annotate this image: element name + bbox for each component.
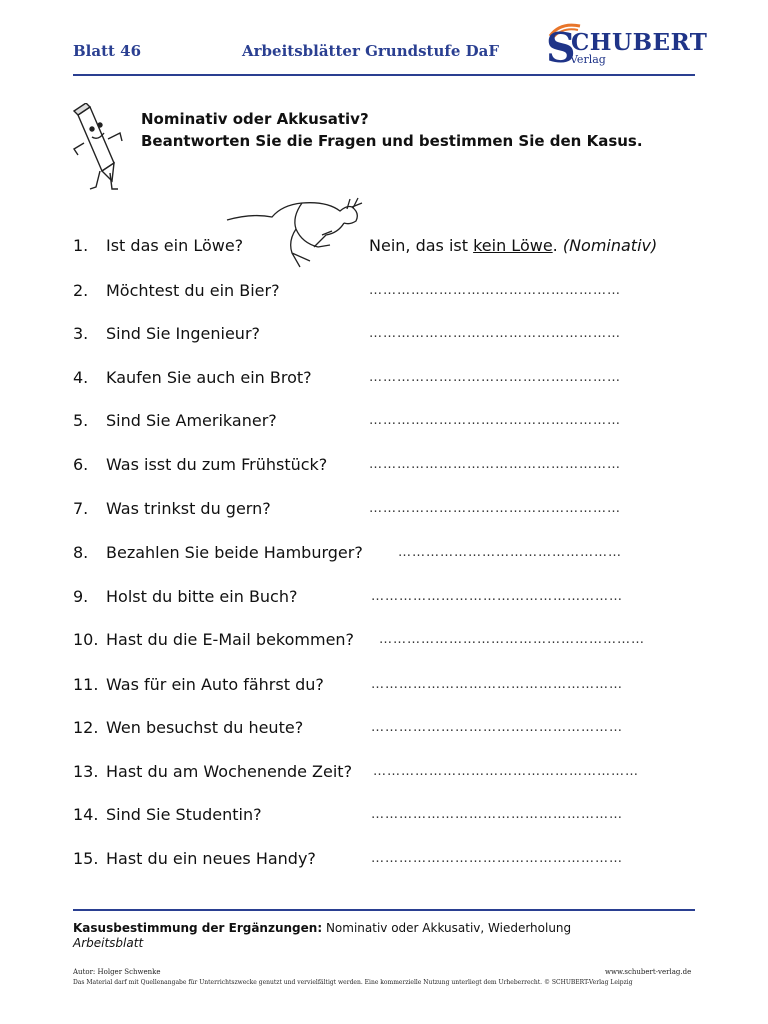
question-text: Möchtest du ein Bier? bbox=[106, 281, 280, 300]
publisher-logo bbox=[546, 24, 708, 72]
question-text: Kaufen Sie auch ein Brot? bbox=[106, 368, 312, 387]
question-text: Ist das ein Löwe? bbox=[106, 236, 244, 255]
kangaroo-icon bbox=[222, 195, 382, 270]
question-number: 5. bbox=[73, 411, 89, 430]
footer-topic-text: Nominativ oder Akkusativ, Wiederholung bbox=[322, 921, 572, 935]
footer-type: Arbeitsblatt bbox=[73, 936, 144, 950]
answer-blank[interactable]: ………………………………………………… bbox=[379, 632, 645, 647]
question-number: 8. bbox=[73, 543, 89, 562]
answer-blank[interactable]: ………………………………………… bbox=[398, 545, 622, 560]
answer-blank[interactable]: ……………………………………………… bbox=[371, 720, 623, 735]
example-answer-separator: . bbox=[552, 236, 563, 255]
answer-blank[interactable]: ……………………………………………… bbox=[371, 677, 623, 692]
question-text: Sind Sie Studentin? bbox=[106, 805, 262, 824]
answer-blank[interactable]: ……………………………………………… bbox=[369, 326, 621, 341]
question-text: Hast du am Wochenende Zeit? bbox=[106, 762, 353, 781]
footer-copyright: Das Material darf mit Quellenangabe für Unterrichtszwecke genutzt und vervielfältigt werden. Eine kommerzielle Nutzung unterliegt dem Urheberrecht. © SCHUBERT-Verlag Leipzig bbox=[73, 979, 633, 986]
answer-blank[interactable]: ……………………………………………… bbox=[369, 413, 621, 428]
question-number: 7. bbox=[73, 499, 89, 518]
question-text: Sind Sie Ingenieur? bbox=[106, 324, 261, 343]
pencil-icon bbox=[70, 103, 130, 193]
question-text: Was isst du zum Frühstück? bbox=[106, 455, 328, 474]
answer-blank[interactable]: ……………………………………………… bbox=[371, 589, 623, 604]
question-number: 9. bbox=[73, 587, 89, 606]
question-number: 14. bbox=[73, 805, 99, 824]
example-answer-text: Nein, das ist bbox=[369, 236, 474, 255]
question-text: Holst du bitte ein Buch? bbox=[106, 587, 298, 606]
example-answer bbox=[369, 234, 657, 258]
answer-blank[interactable]: ………………………………………………… bbox=[373, 764, 639, 779]
sheet-number: Blatt 46 bbox=[73, 42, 142, 60]
task-instruction: Beantworten Sie die Fragen und bestimmen Sie den Kasus. bbox=[141, 132, 643, 150]
answer-blank[interactable]: ……………………………………………… bbox=[369, 370, 621, 385]
question-number: 6. bbox=[73, 455, 89, 474]
example-answer-case: (Nominativ) bbox=[562, 236, 658, 255]
question-text: Was trinkst du gern? bbox=[106, 499, 271, 518]
logo-subtext: Verlag bbox=[570, 53, 606, 66]
answer-blank[interactable]: ……………………………………………… bbox=[369, 501, 621, 516]
task-title: Nominativ oder Akkusativ? bbox=[141, 110, 369, 128]
header-rule bbox=[73, 74, 695, 76]
task-instructions bbox=[141, 108, 643, 152]
footer-website[interactable]: www.schubert-verlag.de bbox=[605, 968, 692, 976]
series-title: Arbeitsblätter Grundstufe DaF bbox=[242, 42, 499, 60]
question-number: 15. bbox=[73, 849, 99, 868]
answer-blank[interactable]: ……………………………………………… bbox=[371, 807, 623, 822]
example-answer-underlined: kein Löwe bbox=[473, 236, 553, 255]
footer-author: Autor: Holger Schwenke bbox=[73, 968, 161, 976]
question-number: 11. bbox=[73, 675, 99, 694]
question-number: 4. bbox=[73, 368, 89, 387]
footer-topic bbox=[73, 921, 571, 935]
footer-topic-label: Kasusbestimmung der Ergänzungen: bbox=[73, 921, 323, 935]
logo-initial: S bbox=[546, 24, 576, 72]
question-number: 12. bbox=[73, 718, 99, 737]
question-text: Was für ein Auto fährst du? bbox=[106, 675, 324, 694]
question-number: 1. bbox=[73, 236, 89, 255]
logo-text: CHUBERT bbox=[571, 29, 708, 56]
question-text: Hast du die E-Mail bekommen? bbox=[106, 630, 355, 649]
question-number: 3. bbox=[73, 324, 89, 343]
question-number: 10. bbox=[73, 630, 99, 649]
answer-blank[interactable]: ……………………………………………… bbox=[371, 851, 623, 866]
question-text: Bezahlen Sie beide Hamburger? bbox=[106, 543, 363, 562]
question-text: Sind Sie Amerikaner? bbox=[106, 411, 277, 430]
answer-blank[interactable]: ……………………………………………… bbox=[369, 457, 621, 472]
question-number: 13. bbox=[73, 762, 99, 781]
footer-rule bbox=[73, 909, 695, 911]
question-number: 2. bbox=[73, 281, 89, 300]
answer-blank[interactable]: ……………………………………………… bbox=[369, 283, 621, 298]
question-text: Wen besuchst du heute? bbox=[106, 718, 304, 737]
question-text: Hast du ein neues Handy? bbox=[106, 849, 316, 868]
